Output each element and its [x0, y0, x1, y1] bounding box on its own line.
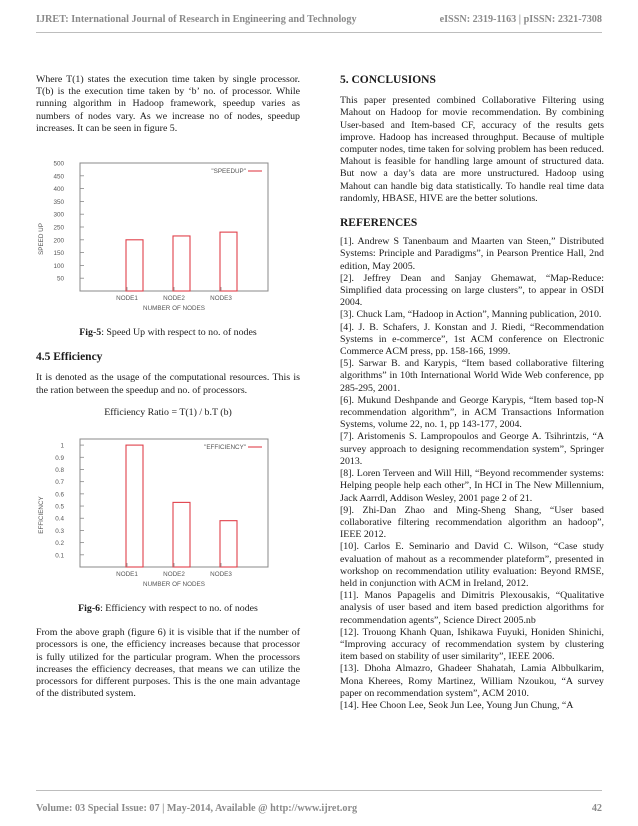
y-tick-label: 0.6 [55, 491, 64, 499]
efficiency-formula: Efficiency Ratio = T(1) / b.T (b) [104, 406, 232, 418]
reference-item: [13]. Dhoha Almazro, Ghadeer Shahatah, Lamia Albbulkarim, Mona Kherees, Romy Martinez, William Nzoukou, “A survey paper on recommendation system”, ACM 2010. [340, 663, 604, 699]
y-tick-label: 0.7 [55, 479, 64, 487]
reference-item: [6]. Mukund Deshpande and George Karypis, “Item based top-N recommendation algorithm”, in ACM Transactions Information Systems, volume 22, no. 1, pp 143-177, 2004. [340, 394, 604, 431]
y-tick-label: 50 [56, 275, 64, 283]
intro-paragraph: Where T(1) states the execution time taken by single processor. T(b) is the execution time taken by ‘b’ no. of processor. While running algorithm in Hadoop framework, speedup varies as numbers of nodes vary. As we increase no of nodes, speedup increases. It can be seen in figure 5. [36, 74, 300, 134]
y-tick-label: 450 [53, 173, 64, 181]
references-heading: REFERENCES [340, 217, 418, 230]
bar [220, 521, 237, 567]
issn: eISSN: 2319-1163 | pISSN: 2321-7308 [439, 14, 602, 25]
x-axis-label: NUMBER OF NODES [143, 305, 205, 313]
y-tick-label: 500 [53, 160, 64, 168]
reference-item: [1]. Andrew S Tanenbaum and Maarten van Steen,” Distributed Systems: Principle and Paradigms”, in Pearson Prentice Hall, 2nd edition, May 2005. [340, 236, 604, 272]
reference-item: [9]. Zhi-Dan Zhao and Ming-Sheng Shang, “User based collaborative filtering recommendation algorithm an hadoop”, IEEE 2012. [340, 504, 604, 541]
fig6-caption [36, 603, 300, 615]
fig5-caption-text: : Speed Up with respect to no. of nodes [101, 327, 257, 339]
y-tick-label: 100 [53, 262, 64, 270]
reference-item: [12]. Trouong Khanh Quan, Ishikawa Fuyuki, Honiden Shinichi, “Improving accuracy of recommendation system by clustering item based on stability of user similarity”, IEEE 2006. [340, 626, 604, 663]
x-tick-label: NODE2 [163, 571, 185, 579]
left-column [36, 74, 300, 700]
speedup-chart [36, 157, 300, 317]
bar [126, 240, 143, 291]
y-tick-label: 0.5 [55, 503, 64, 511]
x-tick-label: NODE2 [163, 295, 185, 303]
y-tick-label: 0.4 [55, 515, 64, 523]
page-number: 42 [591, 803, 602, 814]
x-tick-label: NODE1 [116, 571, 138, 579]
bar [220, 232, 237, 291]
reference-item: [8]. Loren Terveen and Will Hill, “Beyond recommender systems: Helping people help each other”, In HCI in The New Millennium, Jack Aarrdl, Addison Wesley, 2001 page 2 of 21. [340, 468, 604, 504]
fig5-label: Fig-5 [79, 327, 102, 339]
footer-volume: Volume: 03 Special Issue: 07 | May-2014, Available @ http://www.ijret.org [36, 803, 358, 814]
efficiency-chart [36, 433, 300, 593]
reference-list [340, 236, 604, 712]
reference-item: [2]. Jeffrey Dean and Sanjay Ghemawat, “Map-Reduce: Simplified data processing on large clusters”, to appear in OSDI 2004. [340, 272, 604, 309]
x-axis-label: NUMBER OF NODES [143, 581, 205, 589]
y-tick-label: 400 [53, 186, 64, 194]
y-tick-label: 1 [60, 442, 64, 450]
efficiency-paragraph: It is denoted as the usage of the computational resources. This is the ration between the speedup and no. of processors. [36, 372, 300, 396]
conclusions-paragraph: This paper presented combined Collaborative Filtering using Mahout on Hadoop for movie recommendation. By combining User-based and Item-based CF, accuracy of the results gets improve. Hadoop has increased throughput. Because of multiple computer nodes, time taken for solving problem has been reduced. Mahout is feasible for handling large amount of structured data. But now a day’s data are more unstructured. Hadoop using Mahout can handle big data statistically. To handle real time data randomly, HBASE, HIVE are the better solutions. [340, 95, 604, 204]
fig6-caption-text: : Efficiency with respect to no. of nodes [100, 603, 258, 615]
y-tick-label: 0.3 [55, 527, 64, 535]
bar [173, 236, 190, 291]
y-tick-label: 0.2 [55, 540, 64, 548]
reference-item: [10]. Carlos E. Seminario and David C. Wilson, “Case study evaluation of mahout as a recommender plateform”, presented in workshop on recommendation utility evaluation: Beyond RMSE, held in conjunction with ACM in Ireland, 2012. [340, 541, 604, 589]
page-footer [36, 803, 602, 814]
bar [126, 445, 143, 567]
journal-title: IJRET: International Journal of Research in Engineering and Technology [36, 14, 357, 25]
y-axis-label: EFFICIENCY [38, 496, 45, 534]
reference-item: [4]. J. B. Schafers, J. Konstan and J. Riedi, “Recommendation Systems in e-commerce”, 1st ACM conference on Electronic Commerce ACM press, pp. 158-166, 1999. [340, 321, 604, 358]
reference-item: [7]. Aristomenis S. Lampropoulos and George A. Tsihrintzis, “A survey approach to designing recommendation system”, Springer 2013. [340, 431, 604, 467]
y-tick-label: 300 [53, 211, 64, 219]
right-column [340, 74, 604, 712]
y-tick-label: 350 [53, 198, 64, 206]
reference-item: [11]. Manos Papagelis and Dimitris Plexousakis, “Qualitative analysis of user based and item based prediction algorithms for recommendation agents”, Science Direct 2005.nb [340, 590, 604, 626]
plot-frame [80, 439, 268, 567]
x-tick-label: NODE1 [116, 295, 138, 303]
legend-label: "SPEEDUP" [211, 168, 246, 176]
efficiency-heading: 4.5 Efficiency [36, 351, 103, 364]
y-tick-label: 200 [53, 237, 64, 245]
y-tick-label: 0.8 [55, 467, 64, 475]
reference-item: [5]. Sarwar B. and Karypis, “Item based collaborative filtering algorithms” in 10th International World Wide Web conference, pp 285-295, 2001. [340, 358, 604, 394]
page-header [36, 14, 602, 25]
conclusions-heading: 5. CONCLUSIONS [340, 74, 436, 86]
y-tick-label: 0.1 [55, 552, 64, 560]
fig5-caption [36, 327, 300, 339]
plot-frame [80, 163, 268, 291]
x-tick-label: NODE3 [210, 571, 232, 579]
bar [173, 502, 190, 567]
reference-item: [14]. Hee Choon Lee, Seok Jun Lee, Young Jun Chung, “A [340, 699, 574, 711]
y-axis-label: SPEED UP [38, 223, 45, 255]
header-rule [36, 32, 602, 33]
reference-item: [3]. Chuck Lam, “Hadoop in Action”, Manning publication, 2010. [340, 309, 602, 321]
fig6-label: Fig-6 [78, 603, 101, 615]
efficiency-conclusion-paragraph: From the above graph (figure 6) it is visible that if the number of processors is one, the efficiency increases because that processor is fully utilized for the particular program. When the processors increases the efficiency decreases, that means we can utilize the processors for different purposes. This is the one main advantage of the distributed system. [36, 627, 300, 700]
footer-rule [36, 790, 602, 791]
legend-label: "EFFICIENCY" [204, 444, 246, 452]
y-tick-label: 250 [53, 224, 64, 232]
x-tick-label: NODE3 [210, 295, 232, 303]
y-tick-label: 0.9 [55, 454, 64, 462]
y-tick-label: 150 [53, 250, 64, 258]
